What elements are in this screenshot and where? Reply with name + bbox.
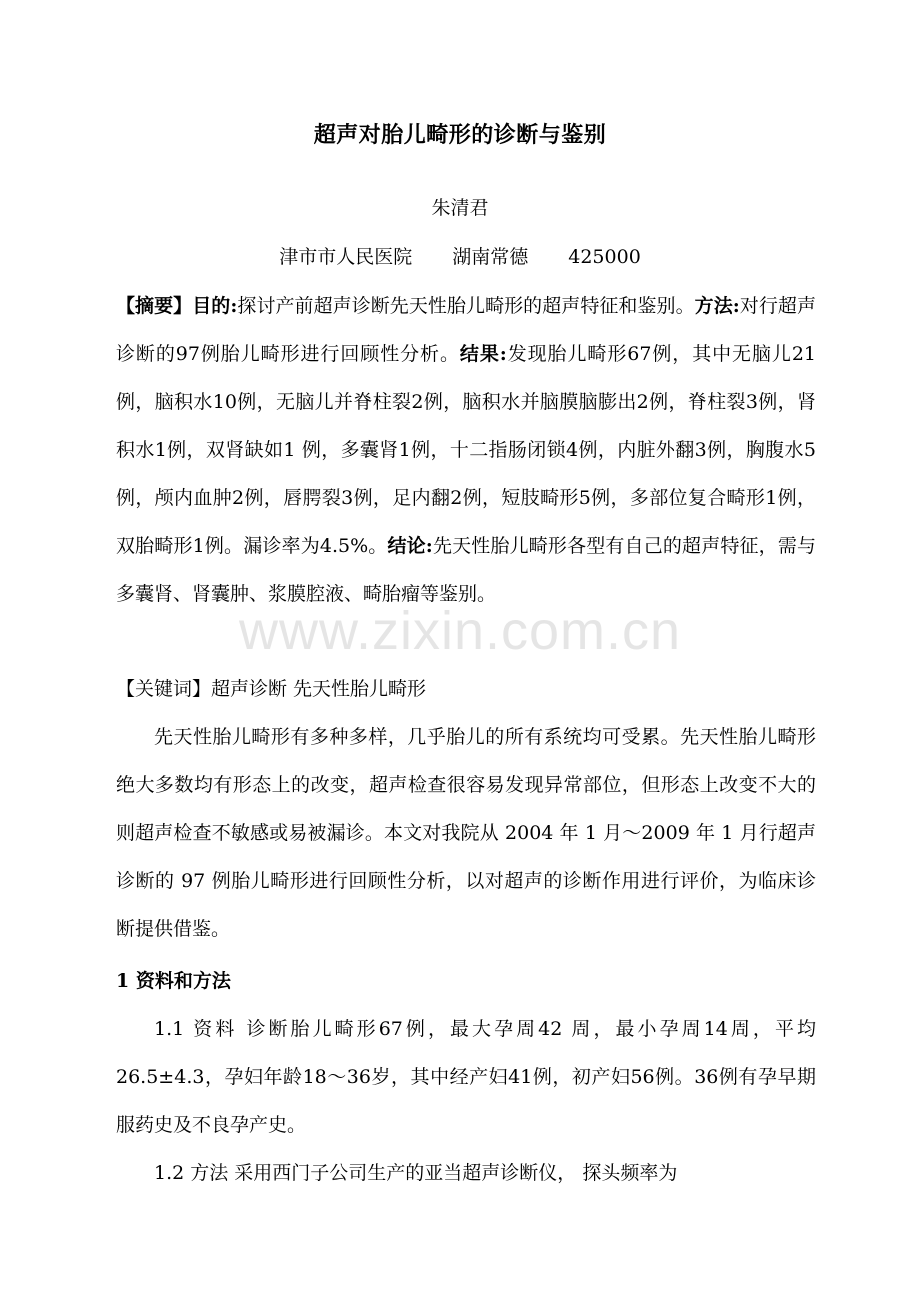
keywords-label: 【关键词】 xyxy=(116,678,212,700)
keywords-text: 超声诊断 先天性胎儿畸形 xyxy=(211,678,427,700)
subsection-1-1-paragraph: 1.1 资料 诊断胎儿畸形67例，最大孕周42 周，最小孕周14周，平均26.5±4.3，孕妇年龄18～36岁，其中经产妇41例，初产妇56例。36例有孕早期服药史及不良孕产史。 xyxy=(116,1018,816,1136)
affiliation-line xyxy=(0,242,920,269)
paper-title: 超声对胎儿畸形的诊断与鉴别 xyxy=(313,122,607,148)
abstract-label: 【摘要】 xyxy=(116,295,193,317)
abstract-conclusion-label: 结论: xyxy=(387,535,433,557)
affiliation-hospital: 津市市人民医院 xyxy=(279,246,413,268)
abstract-conclusion: 先天性胎儿畸形各型有自己的超声特征，需与多囊肾、肾囊肿、浆膜腔液、畸胎瘤等鉴别。 xyxy=(116,535,817,605)
abstract-result: 发现胎儿畸形67例，其中无脑儿21例，脑积水10例，无脑儿并脊柱裂2例，脑积水并脑膜脑膨出2例，脊柱裂3例，肾积水1例，双肾缺如1 例，多囊肾1例，十二指肠闭锁4例，内脏外翻3例，胸腹水5例，颅内血肿2例，唇腭裂3例，足内翻2例，短肢畸形5例，多部位复合畸形1例，双胎畸形1例。漏诊率为4.5%。 xyxy=(116,343,817,557)
watermark-text: www.zixin.com.cn xyxy=(238,601,682,661)
affiliation-location: 湖南常德 xyxy=(452,246,529,268)
abstract-result-label: 结果: xyxy=(459,343,507,365)
keywords-line xyxy=(116,665,816,713)
abstract-method-label: 方法: xyxy=(694,295,740,317)
intro-paragraph: 先天性胎儿畸形有多种多样，几乎胎儿的所有系统均可受累。先天性胎儿畸形绝大多数均有形态上的改变，超声检查很容易发现异常部位，但形态上改变不大的则超声检查不敏感或易被漏诊。本文对我院从 2004 年 1 月～2009 年 1 月行超声诊断的 97 例胎儿畸形进行回顾性分析，以对超声的诊断作用进行评价，为临床诊断提供借鉴。 xyxy=(116,726,816,940)
abstract-method: 对行超声诊断的97例胎儿畸形进行回顾性分析。 xyxy=(116,295,816,365)
section-heading: 1 资料和方法 xyxy=(116,970,231,992)
abstract-paragraph xyxy=(116,282,816,618)
abstract-purpose-label: 目的: xyxy=(192,295,238,317)
author-name: 朱清君 xyxy=(431,197,489,219)
abstract-purpose: 探讨产前超声诊断先天性胎儿畸形的超声特征和鉴别。 xyxy=(237,295,695,317)
subsection-1-2-paragraph: 1.2 方法 采用西门子公司生产的亚当超声诊断仪， 探头频率为 xyxy=(154,1162,678,1184)
affiliation-postcode: 425000 xyxy=(568,246,641,268)
